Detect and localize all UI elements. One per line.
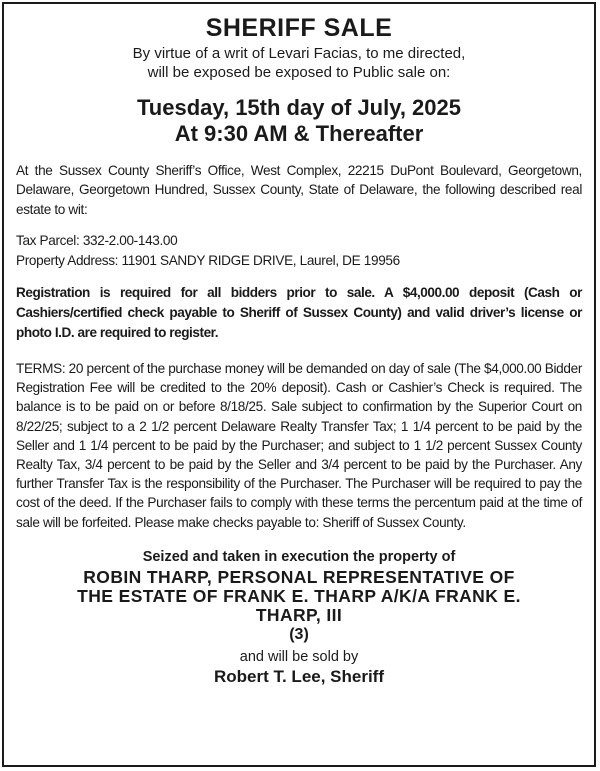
property-address: Property Address: 11901 SANDY RIDGE DRIVE, Laurel, DE 19956 xyxy=(16,252,400,268)
defendant-line-3: THARP, III xyxy=(255,604,343,625)
defendant-line-1: ROBIN THARP, PERSONAL REPRESENTATIVE OF xyxy=(83,566,515,587)
sale-location-paragraph: At the Sussex County Sheriff’s Office, West Complex, 22215 DuPont Boulevard, Georgetown, Delaware, Georgetown Hundred, Sussex County, State of Delaware, the following described real estate to wit: xyxy=(16,163,582,217)
registration-requirement: Registration is required for all bidders prior to sale. A $4,000.00 deposit (Cash or Cashiers/certified check payable to Sheriff of Sussex County) and valid driver’s license or photo I.D. are required to register. xyxy=(16,285,582,341)
writ-intro-line-1: By virtue of a writ of Levari Facias, to me directed, xyxy=(132,45,466,62)
defendant-name xyxy=(16,568,582,625)
sheriff-name: Robert T. Lee, Sheriff xyxy=(213,666,385,686)
property-details xyxy=(16,231,582,270)
seizure-block xyxy=(16,548,582,687)
sale-time-line: At 9:30 AM & Thereafter xyxy=(174,121,424,146)
writ-intro-line-2: will be exposed be exposed to Public sale on: xyxy=(147,64,451,81)
terms-paragraph: TERMS: 20 percent of the purchase money will be demanded on day of sale (The $4,000.00 Bidder Registration Fee will be credited to the 20% deposit). Cash or Cashier’s Check is required. The balance is to be paid on or before 8/18/25. Sale subject to confirmation by the Superior Court on 8/22/25; subject to a 2 1/2 percent Delaware Realty Transfer Tax; 1 1/4 percent to be paid by the Seller and 1 1/4 percent to be paid by the Purchaser; and subject to 1 1/2 percent Sussex County Realty Tax, 3/4 percent to be paid by the Seller and 3/4 percent to be paid by the Purchaser. Any further Transfer Tax is the responsibility of the Purchaser. The Purchaser will be required to pay the cost of the deed. If the Purchaser fails to comply with these terms the percentum paid at the time of sale will be forfeited. Please make checks payable to: Sheriff of Sussex County. xyxy=(16,361,582,530)
notice-title: SHERIFF SALE xyxy=(205,14,393,42)
defendant-line-2: THE ESTATE OF FRANK E. THARP A/K/A FRANK E. xyxy=(77,585,521,606)
tax-parcel: Tax Parcel: 332-2.00-143.00 xyxy=(16,233,178,249)
writ-intro xyxy=(16,44,582,82)
sale-date-line-1: Tuesday, 15th day of July, 2025 xyxy=(136,95,462,120)
sale-date xyxy=(16,95,582,147)
seized-label: Seized and taken in execution the property of xyxy=(142,548,456,565)
sheriff-sale-notice xyxy=(2,2,596,767)
sold-by-label: and will be sold by xyxy=(239,648,359,665)
case-number: (3) xyxy=(289,625,309,643)
